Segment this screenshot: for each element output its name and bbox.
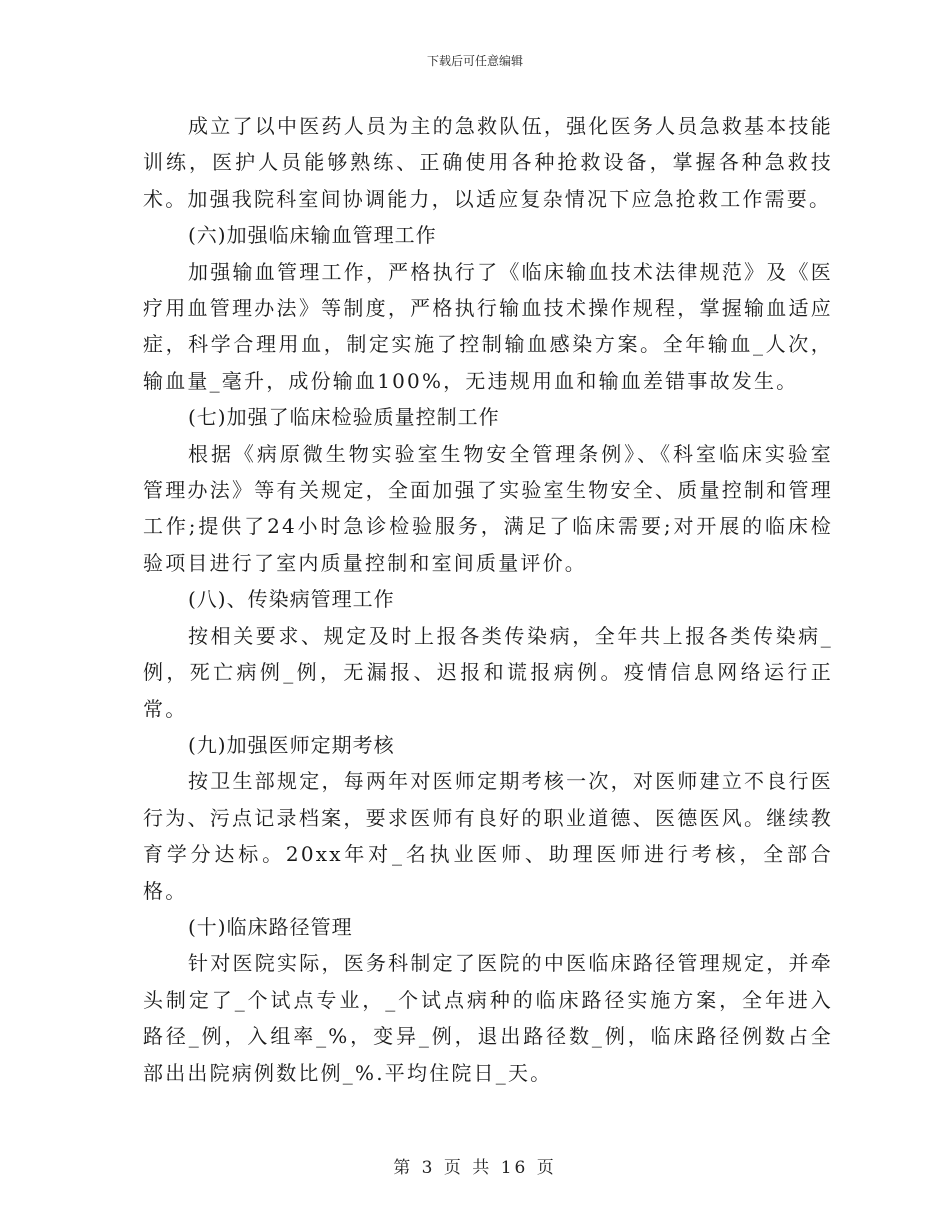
paragraph-clinical-pathway: 针对医院实际，医务科制定了医院的中医临床路径管理规定，并牵头制定了_个试点专业，_个试点病种的临床路径实施方案，全年进入路径_例，入组率_%，变异_例，退出路径数_例，临床路径例数占全部出出院病例数比例_%.平均住院日_天。	[143, 951, 833, 1085]
page-header: 下载后可任意编辑	[426, 54, 523, 68]
document-body	[143, 108, 833, 1091]
heading-clinical-pathway: (十)临床路径管理	[188, 914, 353, 939]
paragraph-blood-transfusion: 加强输血管理工作，严格执行了《临床输血技术法律规范》及《医疗用血管理办法》等制度，严格执行输血技术操作规程，掌握输血适应症，科学合理用血，制定实施了控制输血感染方案。全年输血_人次，输血量_毫升，成份输血100%，无违规用血和输血差错事故发生。	[143, 259, 833, 393]
paragraph-emergency-team: 成立了以中医药人员为主的急救队伍，强化医务人员急救基本技能训练，医护人员能够熟练、正确使用各种抢救设备，掌握各种急救技术。加强我院科室间协调能力，以适应复杂情况下应急抢救工作需要。	[143, 114, 833, 211]
paragraph-physician-assessment: 按卫生部规定，每两年对医师定期考核一次，对医师建立不良行医行为、污点记录档案，要求医师有良好的职业道德、医德医风。继续教育学分达标。20xx年对_名执业医师、助理医师进行考核，全部合格。	[143, 769, 833, 903]
paragraph-infectious-disease: 按相关要求、规定及时上报各类传染病，全年共上报各类传染病_例，死亡病例_例，无漏报、迟报和谎报病例。疫情信息网络运行正常。	[143, 623, 833, 721]
heading-blood-transfusion: (六)加强临床输血管理工作	[188, 223, 437, 248]
heading-lab-quality: (七)加强了临床检验质量控制工作	[188, 405, 500, 430]
heading-infectious-disease: (八)、传染病管理工作	[188, 587, 395, 612]
paragraph-lab-quality: 根据《病原微生物实验室生物安全管理条例》、《科室临床实验室管理办法》等有关规定，全面加强了实验室生物安全、质量控制和管理工作;提供了24小时急诊检验服务，满足了临床需要;对开展的临床检验项目进行了室内质量控制和室间质量评价。	[143, 441, 833, 575]
page-footer: 第 3 页 共 16 页	[393, 1158, 557, 1178]
heading-physician-assessment: (九)加强医师定期考核	[188, 732, 395, 757]
